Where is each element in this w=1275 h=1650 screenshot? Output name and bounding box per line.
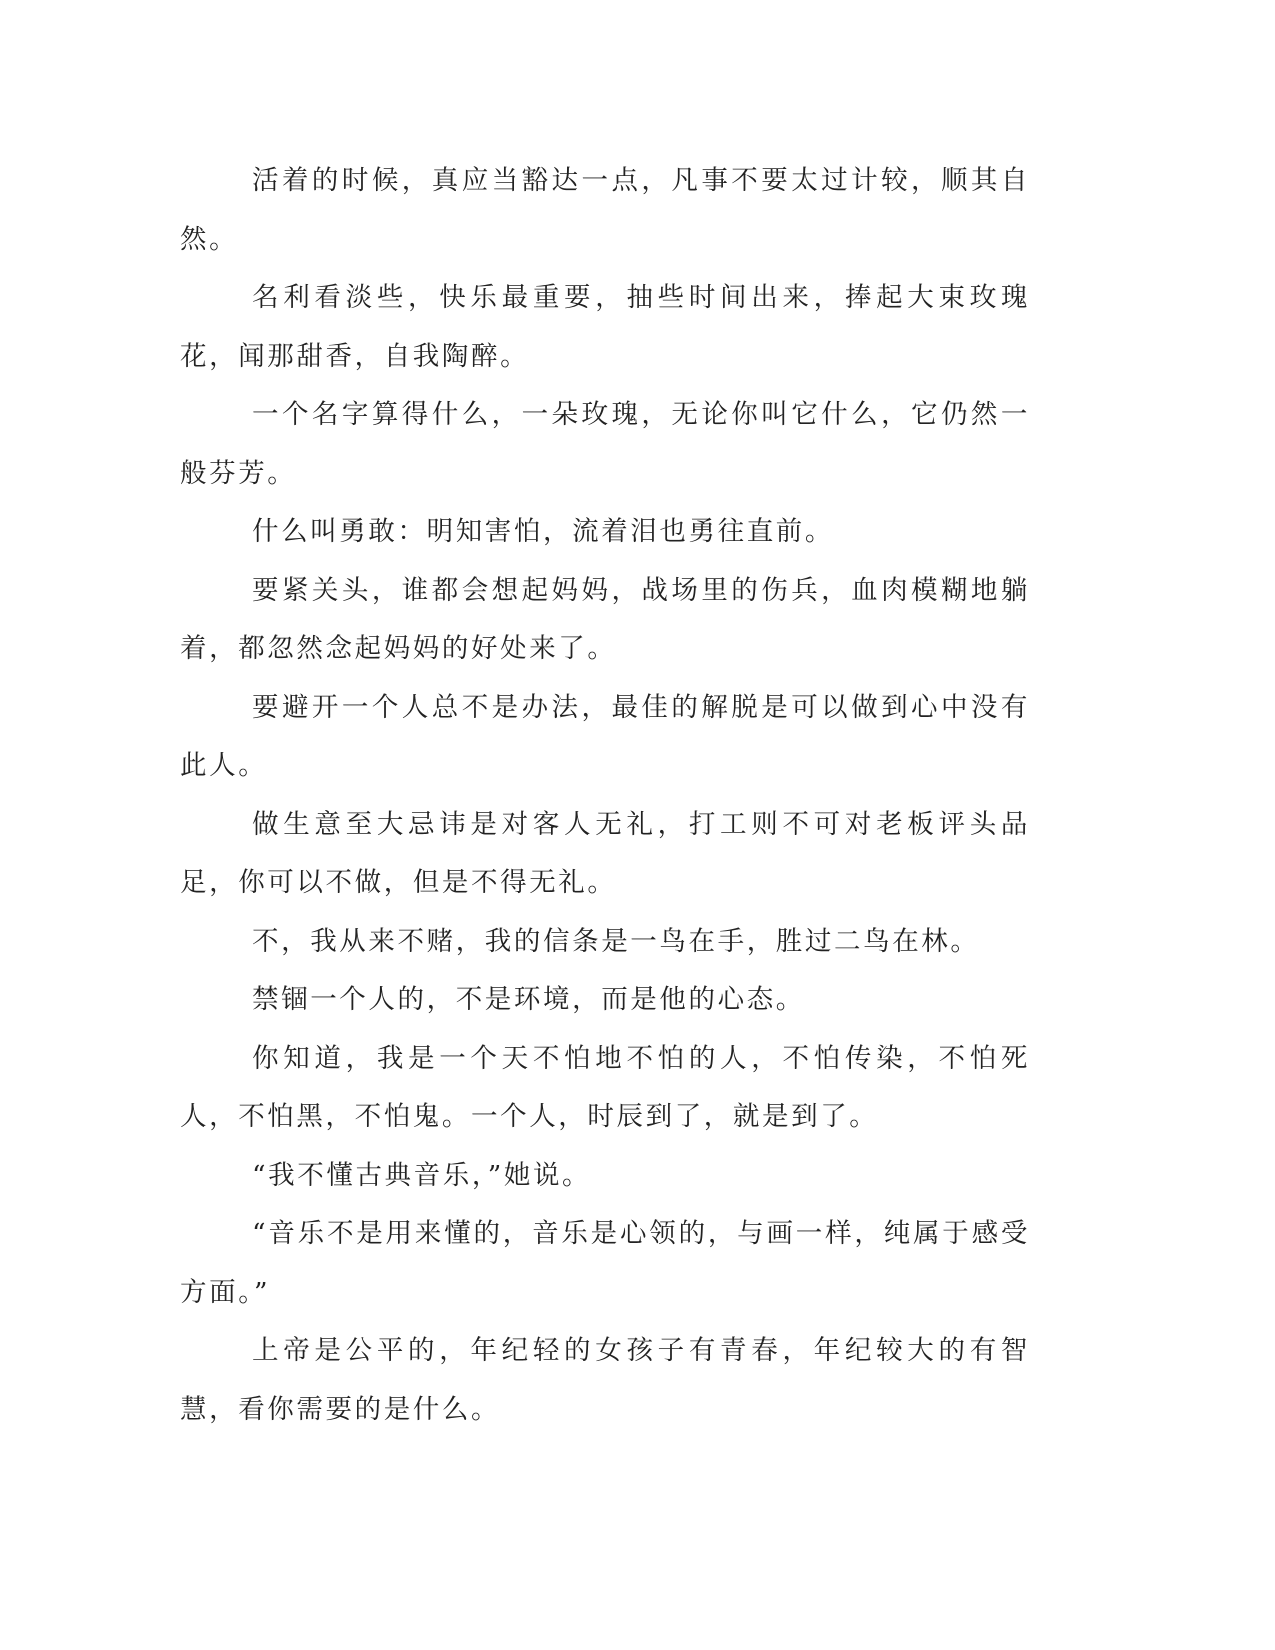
paragraph: “我不懂古典音乐，”她说。 xyxy=(252,1159,592,1191)
paragraph: 做生意至大忌讳是对客人无礼，打工则不可对老板评头品足，你可以不做，但是不得无礼。 xyxy=(180,808,1030,898)
paragraph: “音乐不是用来懂的，音乐是心领的，与画一样，纯属于感受方面。” xyxy=(180,1218,1030,1308)
paragraph: 一个名字算得什么，一朵玫瑰，无论你叫它什么，它仍然一般芬芳。 xyxy=(180,399,1030,489)
document-body xyxy=(180,152,1030,1439)
paragraph: 要避开一个人总不是办法，最佳的解脱是可以做到心中没有此人。 xyxy=(180,691,1030,781)
paragraph: 名利看淡些，快乐最重要，抽些时间出来，捧起大束玫瑰花，闻那甜香，自我陶醉。 xyxy=(180,282,1030,372)
paragraph: 不，我从来不赌，我的信条是一鸟在手，胜过二鸟在林。 xyxy=(252,925,980,957)
paragraph: 上帝是公平的，年纪轻的女孩子有青春，年纪较大的有智慧，看你需要的是什么。 xyxy=(180,1335,1030,1425)
paragraph: 要紧关头，谁都会想起妈妈，战场里的伤兵，血肉模糊地躺着，都忽然念起妈妈的好处来了。 xyxy=(180,574,1030,664)
paragraph: 你知道，我是一个天不怕地不怕的人，不怕传染，不怕死人，不怕黑，不怕鬼。一个人，时辰到了，就是到了。 xyxy=(180,1042,1030,1132)
paragraph: 禁锢一个人的，不是环境，而是他的心态。 xyxy=(252,984,805,1015)
paragraph: 活着的时候，真应当豁达一点，凡事不要太过计较，顺其自然。 xyxy=(180,165,1030,255)
paragraph: 什么叫勇敢：明知害怕，流着泪也勇往直前。 xyxy=(252,516,834,547)
